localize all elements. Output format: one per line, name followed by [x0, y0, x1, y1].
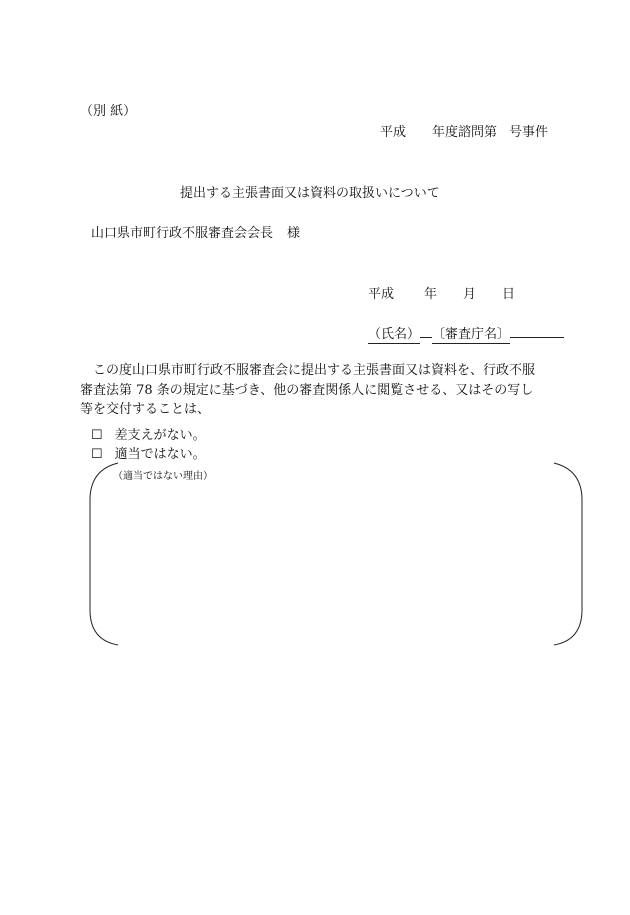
page-title: 提出する主張書面又は資料の取扱いについて: [180, 186, 440, 201]
body-paragraph: [80, 361, 535, 420]
option-ok-label: 差支えがない。: [114, 428, 206, 443]
date-era: 平成: [368, 287, 395, 302]
checkbox-icon[interactable]: ☐: [91, 447, 103, 462]
date-year: 年: [424, 287, 438, 302]
date-month: 月: [463, 287, 477, 302]
checkbox-icon[interactable]: ☐: [91, 428, 103, 443]
signer-agency-label: 〔審査庁名〕: [432, 327, 511, 342]
option-ok[interactable]: [91, 424, 206, 443]
attachment-label: （別 紙）: [80, 104, 137, 119]
addressee: [91, 222, 300, 241]
case-number-text: 号事件: [509, 125, 549, 140]
right-bracket: [554, 463, 582, 645]
case-number: [380, 121, 548, 140]
body-line-2: 審査法第 78 条の規定に基づき、他の審査関係人に閲覧させる、又はその写し: [80, 382, 534, 398]
reason-bracket-box: [86, 460, 588, 650]
date-line: [368, 283, 515, 302]
body-line-3: 等を交付することは、: [80, 402, 211, 417]
left-bracket: [90, 463, 118, 645]
option-not-appropriate-label: 適当ではない。: [114, 447, 206, 462]
reason-label: （適当ではない理由）: [113, 471, 213, 482]
signer-name-label: （氏名）: [368, 327, 421, 342]
date-day: 日: [502, 287, 516, 302]
body-line-1: この度山口県市町行政不服審査会に提出する主張書面又は資料を、行政不服: [93, 363, 536, 378]
case-era: 平成: [380, 125, 407, 140]
addressee-name: 山口県市町行政不服審査会会長: [91, 226, 274, 241]
signer-line: [368, 323, 564, 342]
case-year-text: 年度諮問第: [432, 125, 498, 140]
addressee-honorific: 様: [287, 226, 301, 241]
